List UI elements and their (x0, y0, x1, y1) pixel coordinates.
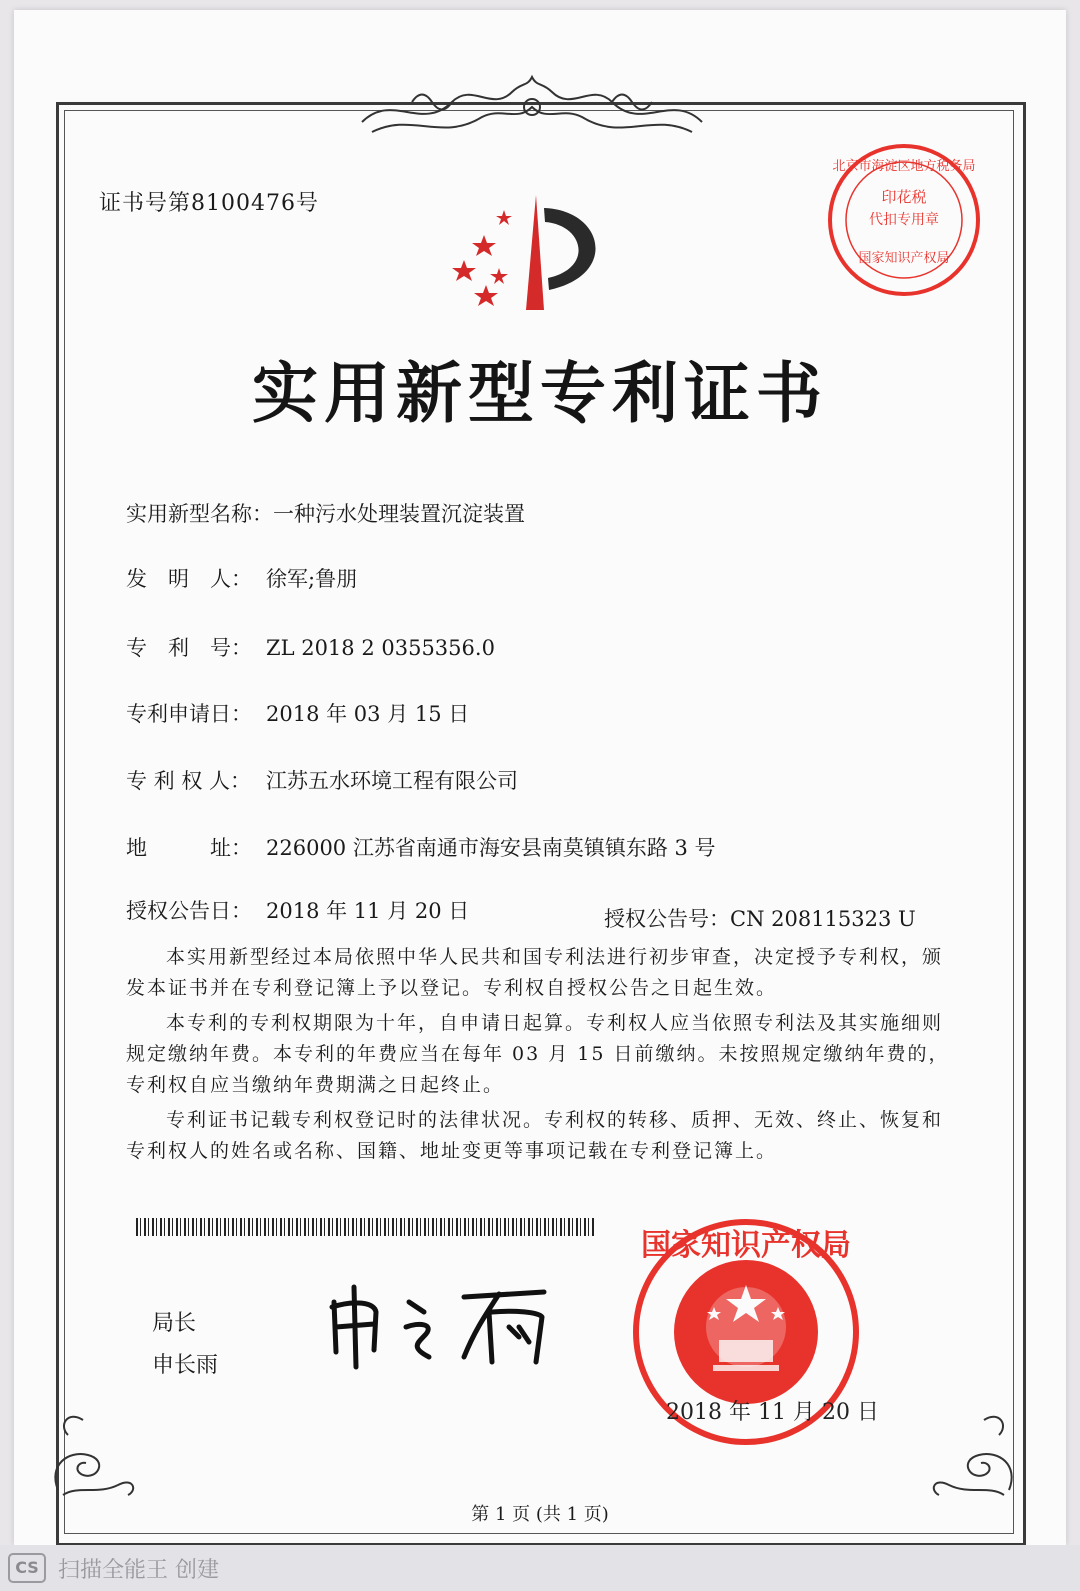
corner-ornament-left (38, 1395, 148, 1505)
paragraph-1: 本实用新型经过本局依照中华人民共和国专利法进行初步审查，决定授予专利权，颁发本证书并在专利登记簿上予以登记。专利权自授权公告之日起生效。 (126, 946, 944, 999)
field-utility-model-name (126, 498, 525, 528)
field-label: 专利申请日： (126, 702, 252, 726)
field-patent-number (126, 632, 495, 662)
field-patentee (126, 765, 518, 795)
field-value: 徐军;鲁朋 (266, 567, 358, 591)
corner-ornament-right (919, 1395, 1029, 1505)
certificate-title: 实用新型专利证书 (252, 354, 828, 432)
field-label: 专 利 权 人： (126, 769, 252, 793)
national-seal-text: 国家知识产权局 (641, 1228, 851, 1263)
seal-date: 2018 年 11 月 20 日 (666, 1400, 879, 1425)
field-value: 226000 江苏省南通市海安县南莫镇镇东路 3 号 (266, 836, 716, 860)
tax-seal-center-2: 代扣专用章 (869, 212, 939, 228)
field-value: ZL 2018 2 0355356.0 (266, 636, 495, 660)
field-label: 专 利 号： (126, 636, 252, 660)
page-number: 第 1 页 (共 1 页) (471, 1504, 609, 1525)
field-value: 江苏五水环境工程有限公司 (266, 769, 518, 793)
field-label: 授权公告日： (126, 899, 252, 923)
certificate-number: 证书号第8100476号 (99, 191, 319, 216)
field-value: 一种污水处理装置沉淀装置 (273, 502, 525, 526)
tax-seal-bottom-text: 国家知识产权局 (858, 251, 950, 266)
barcode (136, 1218, 596, 1236)
paragraph-2: 本专利的专利权期限为十年，自申请日起算。专利权人应当依照专利法及其实施细则规定缴纳年费。本专利的年费应当在每年 03 月 15 日前缴纳。未按照规定缴纳年费的，专利权自应当缴纳年费期满之日起终止。 (126, 1012, 950, 1096)
field-label: 实用新型名称： (126, 502, 273, 526)
field-value: 2018 年 03 月 15 日 (266, 702, 470, 726)
field-label: 授权公告号： (604, 907, 730, 931)
patent-office-logo (444, 190, 624, 330)
field-label: 地 址： (126, 836, 252, 860)
top-ornament (352, 62, 712, 146)
watermark-text: 扫描全能王 创建 (58, 1558, 219, 1583)
director-signature (314, 1272, 574, 1372)
field-label: 发 明 人： (126, 567, 252, 591)
paragraph-3: 专利证书记载专利权登记时的法律状况。专利权的转移、质押、无效、终止、恢复和专利权人的姓名或名称、国籍、地址变更等事项记载在专利登记簿上。 (126, 1109, 944, 1162)
tax-seal-ring-text: 北京市海淀区地方税务局 (832, 159, 976, 174)
scanner-watermark-bar (0, 1545, 1080, 1591)
field-application-date (126, 698, 469, 728)
field-inventors (126, 563, 357, 593)
field-value: CN 208115323 U (730, 907, 916, 931)
field-address (126, 832, 716, 862)
director-title: 局长 (152, 1311, 197, 1336)
field-value: 2018 年 11 月 20 日 (266, 899, 470, 923)
tax-seal (824, 140, 984, 300)
camscanner-logo-icon: CS (8, 1553, 46, 1583)
field-announcement-number (604, 903, 916, 933)
field-grant-date (126, 895, 469, 925)
director-name: 申长雨 (152, 1353, 219, 1378)
tax-seal-center-1: 印花税 (881, 188, 927, 206)
certificate-page (14, 10, 1066, 1545)
